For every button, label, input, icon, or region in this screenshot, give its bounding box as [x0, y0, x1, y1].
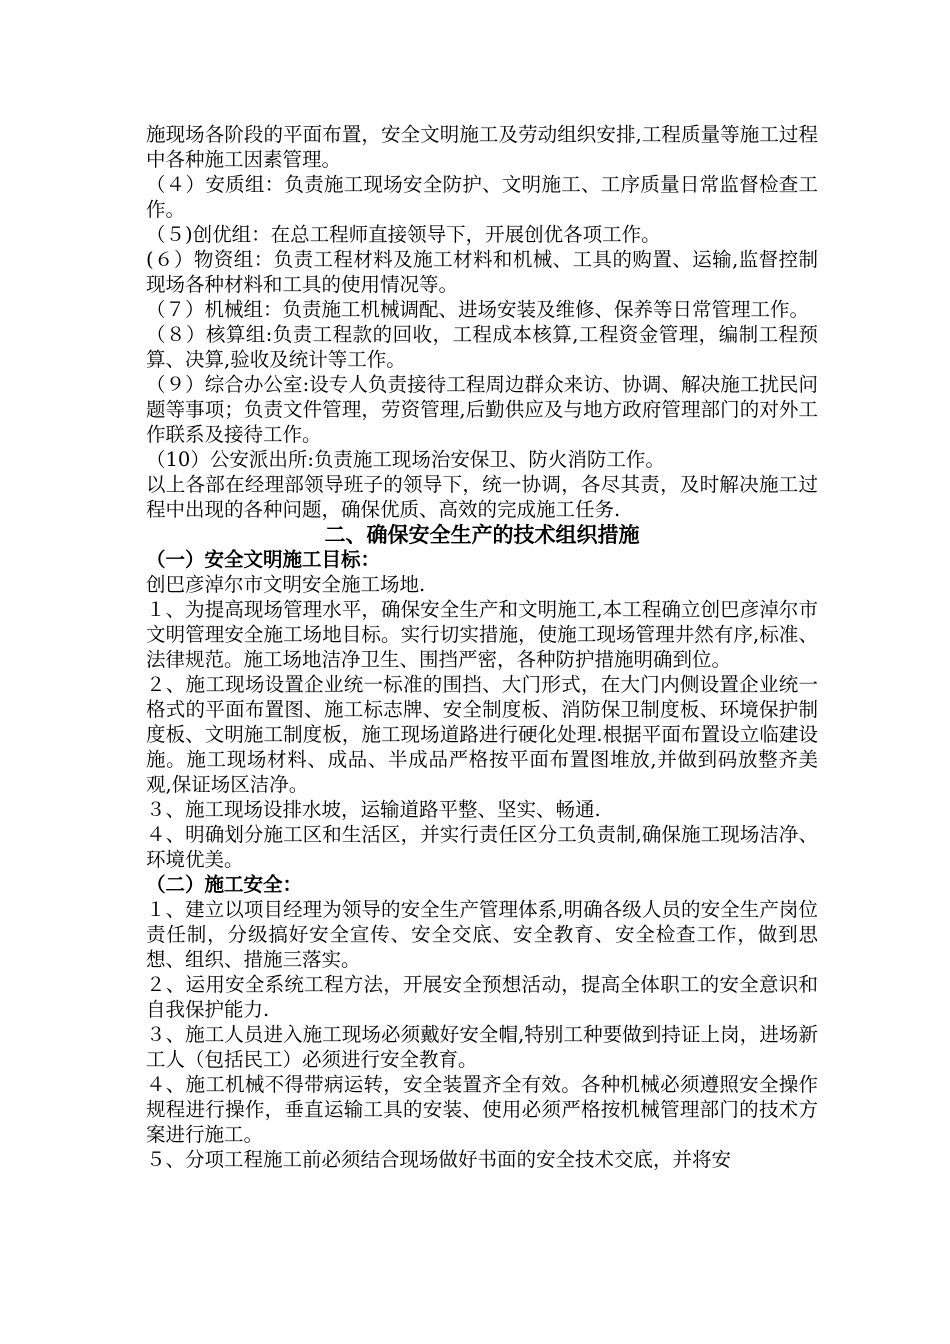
- paragraph: （９）综合办公室:设专人负责接待工程周边群众来访、协调、解决施工扰民问题等事项；负责文件管理，劳资管理,后勤供应及与地方政府管理部门的对外工作联系及接待工作。: [146, 373, 818, 446]
- paragraph: 创巴彦淖尔市文明安全施工场地.: [146, 573, 426, 596]
- paragraph: （７）机械组：负责施工机械调配、进场安装及维修、保养等日常管理工作。: [146, 298, 810, 321]
- paragraph: ４、施工机械不得带病运转，安全装置齐全有效。各种机械必须遵照安全操作规程进行操作，垂直运输工具的安装、使用必须严格按机械管理部门的技术方案进行施工。: [146, 1073, 818, 1146]
- paragraph: （８）核算组:负责工程款的回收，工程成本核算,工程资金管理，编制工程预算、决算,验收及统计等工作。: [146, 323, 818, 371]
- paragraph: ３、施工人员进入施工现场必须戴好安全帽,特别工种要做到持证上岗，进场新工人（包括民工）必须进行安全教育。: [146, 1023, 818, 1071]
- paragraph: ５、分项工程施工前必须结合现场做好书面的安全技术交底，并将安: [146, 1148, 732, 1171]
- paragraph: 施现场各阶段的平面布置，安全文明施工及劳动组织安排,工程质量等施工过程中各种施工因素管理。: [146, 123, 818, 171]
- subsection-heading: （二）施工安全：: [146, 873, 303, 896]
- paragraph: 以上各部在经理部领导班子的领导下，统一协调，各尽其责，及时解决施工过程中出现的各种问题，确保优质、高效的完成施工任务.: [146, 473, 818, 521]
- paragraph: (６）物资组：负责工程材料及施工材料和机械、工具的购置、运输,监督控制现场各种材料和工具的使用情况等。: [146, 248, 818, 296]
- paragraph: ３、施工现场设排水坡，运输道路平整、坚实、畅通.: [146, 798, 601, 821]
- document-body: [146, 122, 818, 1172]
- paragraph: ２、施工现场设置企业统一标准的围挡、大门形式，在大门内侧设置企业统一格式的平面布置图、施工标志牌、安全制度板、消防保卫制度板、环境保护制度板、文明施工制度板，施工现场道路进行硬化处理.根据平面布置设立临建设施。施工现场材料、成品、半成品严格按平面布置图堆放,并做到码放整齐美观,保证场区洁净。: [146, 673, 818, 796]
- paragraph: （４）安质组：负责施工现场安全防护、文明施工、工序质量日常监督检查工作。: [146, 173, 818, 221]
- paragraph: （５)创优组：在总工程师直接领导下，开展创优各项工作。: [146, 223, 661, 246]
- paragraph: １、为提高现场管理水平，确保安全生产和文明施工,本工程确立创巴彦淖尔市文明管理安全施工场地目标。实行切实措施，使施工现场管理井然有序,标准、法律规范。施工场地洁净卫生、围挡严密，各种防护措施明确到位。: [146, 598, 818, 671]
- paragraph: １、建立以项目经理为领导的安全生产管理体系,明确各级人员的安全生产岗位责任制，分级搞好安全宣传、安全交底、安全教育、安全检查工作，做到思想、组织、措施三落实。: [146, 898, 818, 971]
- paragraph: ２、运用安全系统工程方法，开展安全预想活动，提高全体职工的安全意识和自我保护能力.: [146, 973, 818, 1021]
- paragraph: ４、明确划分施工区和生活区，并实行责任区分工负责制,确保施工现场洁净、环境优美。: [146, 823, 818, 871]
- section-heading: 二、确保安全生产的技术组织措施: [324, 522, 640, 547]
- paragraph: （10）公安派出所:负责施工现场治安保卫、防火消防工作。: [146, 448, 665, 471]
- subsection-heading: （一）安全文明施工目标：: [146, 548, 381, 571]
